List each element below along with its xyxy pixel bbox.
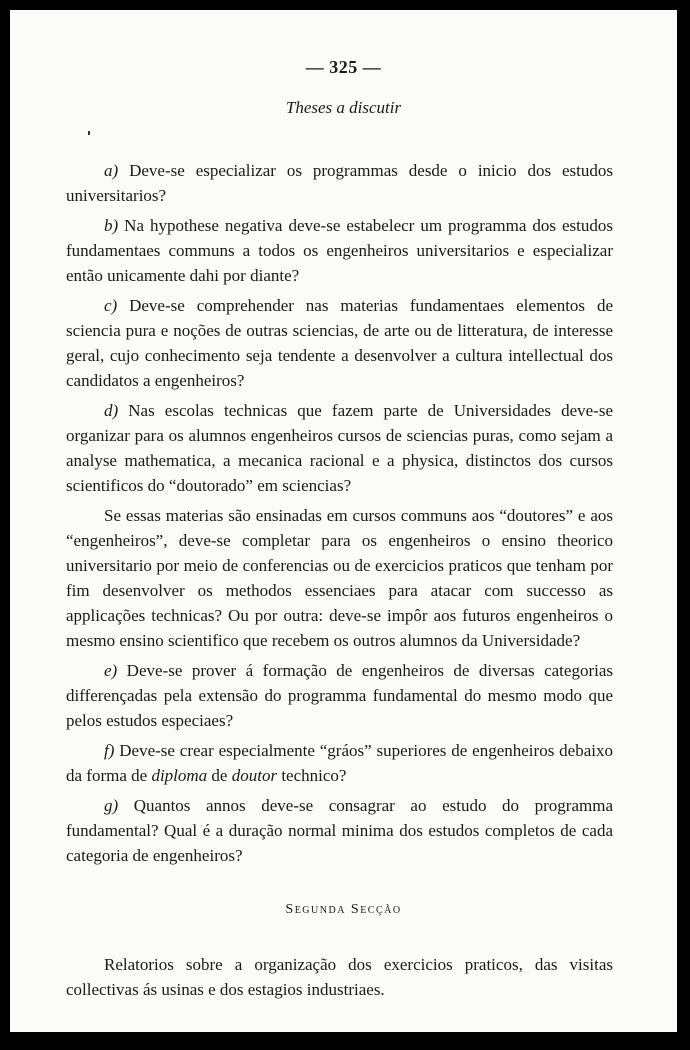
thesis-label: g) bbox=[104, 796, 119, 815]
thesis-label: c) bbox=[104, 296, 118, 315]
thesis-a bbox=[66, 158, 613, 208]
thesis-text: Se essas materias são ensinadas em cursos communs aos “doutores” e aos “engenheiros”, deve-se completar para os engenheiros o ensino theorico universitario por meio de conferencias ou de exercicios praticos que tenham por fim desenvolver os methodos essenciaes para atacar com successo as applicações technicas? Ou por outra: deve-se impôr aos futuros engenheiros o mesmo ensino scientifico que recebem os outros alumnos da Universidade? bbox=[66, 506, 613, 650]
italic-term-diploma: diploma bbox=[151, 766, 208, 785]
thesis-b bbox=[66, 213, 613, 288]
thesis-text: Na hypothese negativa deve-se estabelecr um programma dos estudos fundamentaes communs a todos os engenheiros universitarios e especializar então unicamente dahi por diante? bbox=[66, 216, 613, 285]
thesis-text: Deve-se crear especialmente “gráos” superiores de engenheiros debaixo da forma de bbox=[66, 741, 613, 785]
thesis-text: de bbox=[207, 766, 232, 785]
thesis-c bbox=[66, 293, 613, 393]
section-heading: Segunda Secção bbox=[285, 902, 402, 917]
section-body bbox=[66, 952, 613, 1007]
document-page bbox=[10, 10, 677, 1032]
page-number: — 325 — bbox=[305, 57, 382, 77]
section-paragraph: Relatorios sobre a organização dos exercicios praticos, das visitas collectivas ás usinas e dos estagios industriaes. bbox=[66, 955, 613, 999]
thesis-e bbox=[66, 658, 613, 733]
thesis-text: Quantos annos deve-se consagrar ao estudo do programma fundamental? Qual é a duração normal minima dos estudos completos de cada categoria de engenheiros? bbox=[66, 796, 613, 865]
thesis-text: technico? bbox=[277, 766, 347, 785]
thesis-label: d) bbox=[104, 401, 119, 420]
thesis-text: Deve-se especializar os programmas desde o inicio dos estudos universitarios? bbox=[66, 161, 613, 205]
thesis-text: Nas escolas technicas que fazem parte de Universidades deve-se organizar para os alumnos engenheiros cursos de sciencias puras, como sejam a analyse mathematica, a mecanica racional e a physica, distinctos dos cursos scientificos do “doutorado” em sciencias? bbox=[66, 401, 613, 495]
italic-term-doutor: doutor bbox=[231, 766, 278, 785]
theses-list bbox=[66, 158, 613, 873]
thesis-text: Deve-se comprehender nas materias fundamentaes elementos de sciencia pura e noções de outras sciencias, de arte ou de litteratura, de interesse geral, cujo conhecimento seja tendente a desenvolver a cultura intellectual dos candidatos a engenheiros? bbox=[66, 296, 613, 390]
thesis-g bbox=[66, 793, 613, 868]
thesis-label: f) bbox=[104, 741, 115, 760]
running-title: Theses a discutir bbox=[285, 98, 402, 117]
thesis-f bbox=[66, 738, 613, 788]
stray-mark bbox=[88, 131, 90, 135]
thesis-label: b) bbox=[104, 216, 119, 235]
thesis-d bbox=[66, 398, 613, 498]
thesis-label: e) bbox=[104, 661, 118, 680]
thesis-text: Deve-se prover á formação de engenheiros de diversas categorias differençadas pela extensão do programma fundamental do mesmo modo que pelos estudos especiaes? bbox=[66, 661, 613, 730]
thesis-d-continuation bbox=[66, 503, 613, 653]
thesis-label: a) bbox=[104, 161, 119, 180]
